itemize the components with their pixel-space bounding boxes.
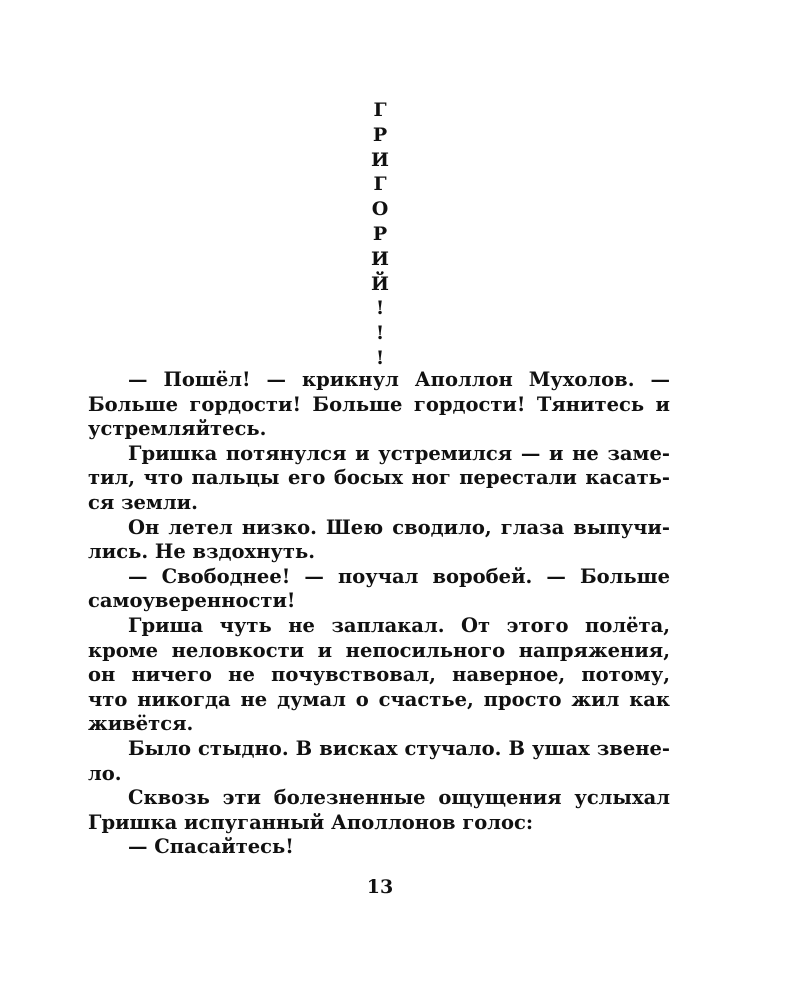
text-line: ся земли. [88,490,198,514]
vertical-heading [0,98,760,371]
heading-letter: Й [371,272,389,295]
text-line: Гриша чуть не заплакал. От этого полёта, [128,613,670,637]
text-line: тил, что пальцы его босых ног перестали касать- [88,466,670,490]
text-line: — Спасайтесь! [128,835,294,859]
text-line: кроме неловкости и непосильного напряжения, [88,638,670,662]
heading-letter: ! [375,346,385,369]
text-line: Он летел низко. Шею сводило, глаза выпучи- [128,515,670,539]
heading-letter: Р [372,123,388,146]
text-line: — Пошёл! — крикнул Аполлон Мухолов. — [128,368,670,391]
text-line: Больше гордости! Больше гордости! Тянитесь и [88,392,670,416]
text-line: ло. [88,761,122,785]
text-line: живётся. [88,712,194,736]
paragraph [88,835,670,860]
paragraph [88,368,670,442]
heading-letter: Г [373,99,387,121]
text-line: — Свободнее! — поучал воробей. — Больше [128,564,670,588]
paragraph [88,614,670,737]
heading-letter: Р [372,222,388,245]
paragraph [88,516,670,565]
heading-letter: И [371,148,389,171]
text-line: лись. Не вздохнуть. [88,540,316,564]
paragraph [88,737,670,786]
heading-letter: ! [375,322,385,345]
heading-letter: О [371,198,389,221]
body-text [88,368,670,860]
paragraph [88,442,670,516]
text-line: Гришка потянулся и устремился — и не заме- [128,441,670,465]
paragraph [88,786,670,835]
text-line: Было стыдно. В висках стучало. В ушах звене- [128,736,670,760]
heading-letter: И [371,247,389,270]
text-line: он ничего не почувствовал, наверное, потому, [88,663,670,687]
text-line: Гришка испуганный Аполлонов голос: [88,810,534,834]
heading-letter: ! [375,297,385,320]
text-line: устремляйтесь. [88,417,267,441]
text-line: что никогда не думал о счастье, просто жил как [88,687,670,711]
paragraph [88,565,670,614]
text-line: самоуверенности! [88,589,296,613]
heading-letter: Г [373,173,387,196]
page-number: 13 [366,876,394,898]
text-line: Сквозь эти болезненные ощущения услыхал [128,786,670,810]
